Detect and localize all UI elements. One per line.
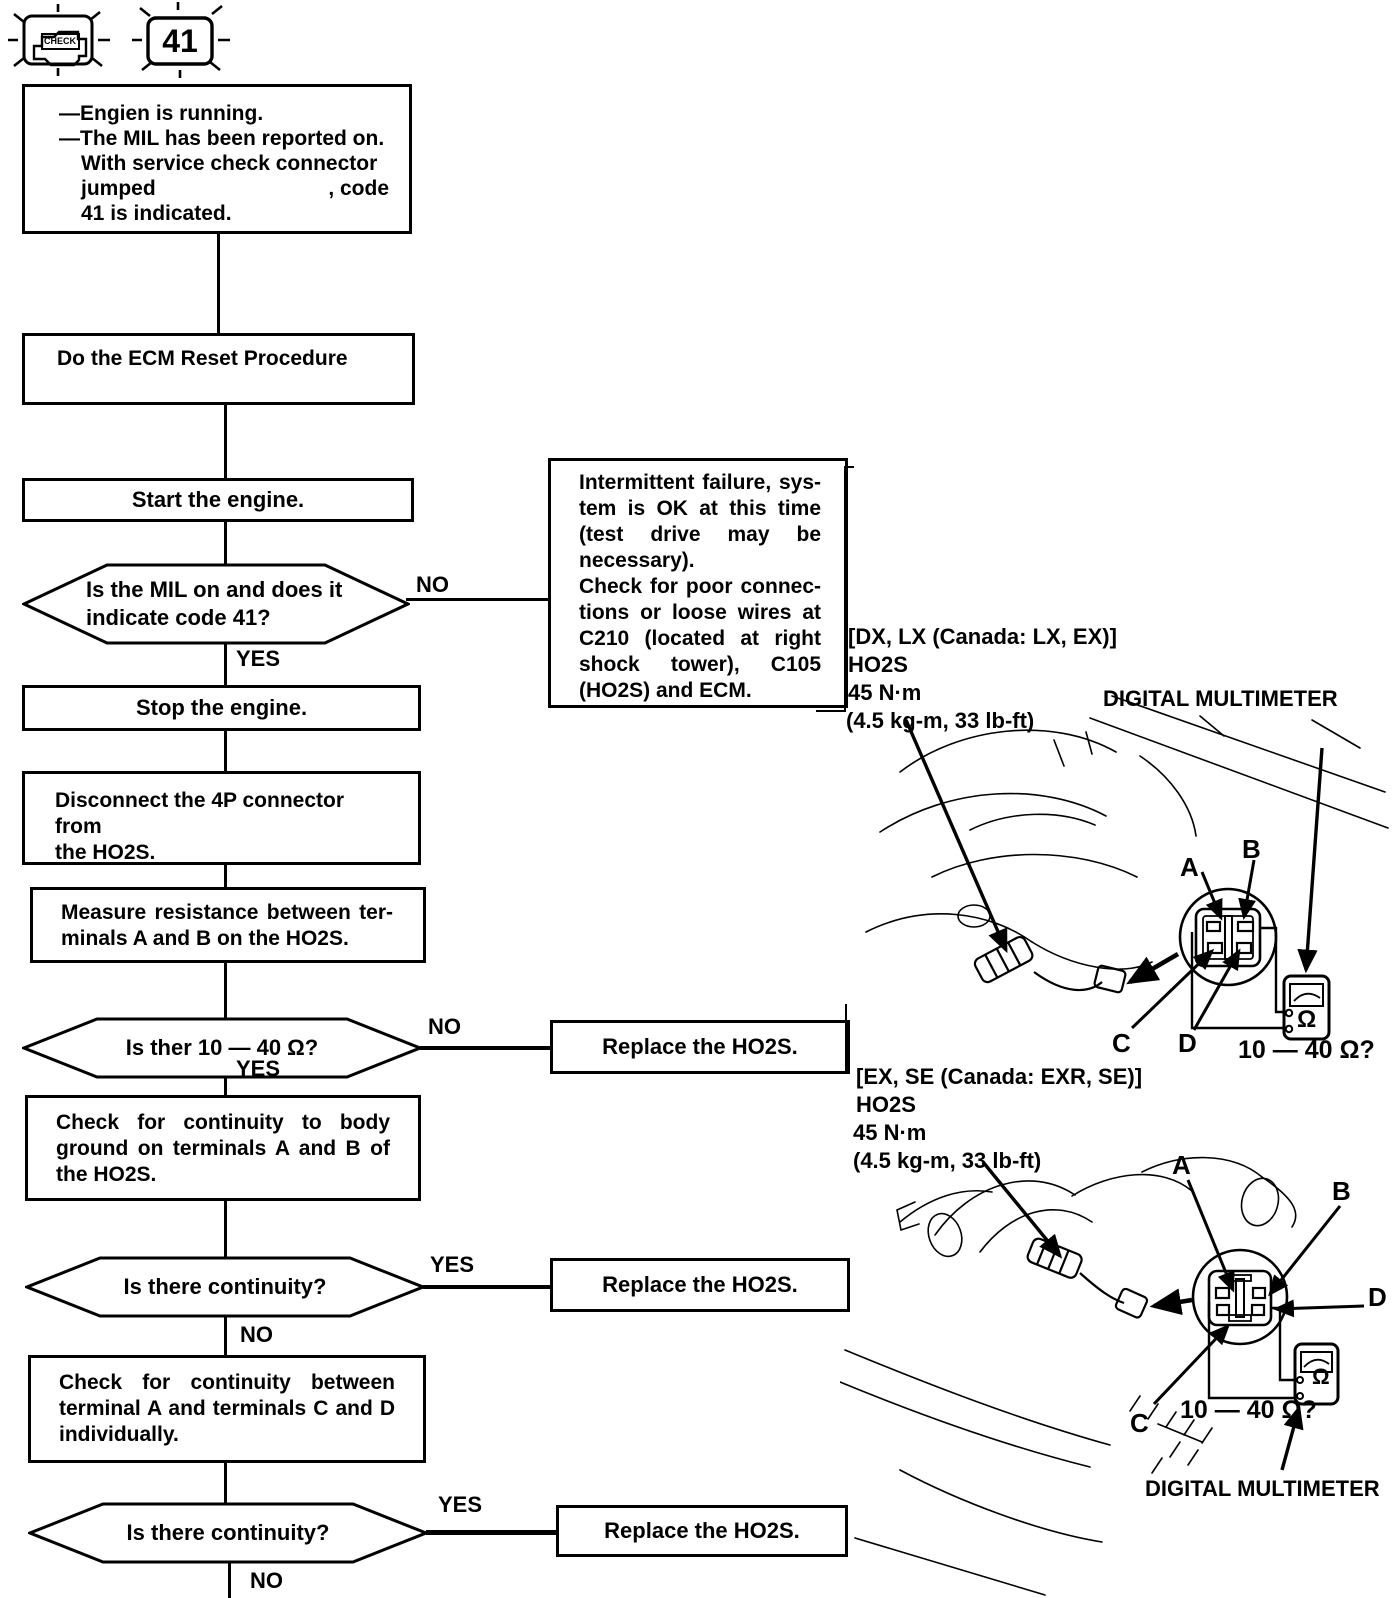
step-start-engine-label: Start the engine. bbox=[131, 487, 305, 512]
flow-line bbox=[224, 729, 227, 773]
mil-and-code-indicator-graphic bbox=[0, 0, 260, 85]
decision-mil-code41 bbox=[22, 563, 410, 645]
flow-line bbox=[217, 232, 220, 335]
step-ground-line-1: Check for continuity to body bbox=[56, 1111, 390, 1134]
flow-line bbox=[228, 1562, 231, 1598]
branch-label-yes-3: YES bbox=[430, 1252, 475, 1277]
bottom-terminal-c-label: C bbox=[1130, 1408, 1149, 1438]
step-check-body-ground bbox=[25, 1095, 421, 1201]
replace-ho2s-label-3: Replace the HO2S. bbox=[604, 1518, 800, 1543]
flow-line bbox=[224, 403, 227, 480]
connector-zoom-leader bbox=[1154, 1300, 1192, 1306]
top-torque-label: 45 N·m bbox=[848, 680, 922, 705]
step-ground-line-2: ground on terminals A and B of bbox=[56, 1137, 390, 1160]
branch-label-yes-2: YES bbox=[236, 1056, 281, 1081]
ho2s-sensor-sketch bbox=[973, 935, 1126, 993]
outcome-replace-ho2s-2 bbox=[550, 1258, 850, 1312]
bottom-component-label: HO2S bbox=[856, 1092, 916, 1117]
bottom-terminal-a-label: A bbox=[1172, 1150, 1191, 1180]
step-measure-line-2: minals A and B on the HO2S. bbox=[61, 927, 349, 950]
flow-line-yes-4 bbox=[426, 1530, 556, 1535]
top-component-label: HO2S bbox=[848, 652, 908, 677]
step-disconnect-line-2: the HO2S. bbox=[55, 841, 156, 864]
step-ecm-reset-label: Do the ECM Reset Procedure bbox=[57, 347, 348, 370]
decision-continuity-cd bbox=[28, 1502, 428, 1564]
flow-line bbox=[224, 863, 227, 889]
decision-resistance bbox=[22, 1017, 422, 1079]
step-cd-line-3: individually. bbox=[59, 1423, 179, 1446]
intermittent-line: C210 (located at right bbox=[579, 627, 821, 650]
branch-label-yes-1: YES bbox=[236, 646, 281, 671]
top-meter-omega-symbol: Ω bbox=[1297, 1006, 1317, 1033]
condition-line-3: With service check connector bbox=[81, 152, 378, 175]
top-terminal-b-label: B bbox=[1242, 834, 1261, 864]
decision-continuity-ground-label: Is there continuity? bbox=[123, 1274, 327, 1299]
bottom-multimeter-label: DIGITAL MULTIMETER bbox=[1145, 1476, 1380, 1501]
flow-line bbox=[224, 643, 227, 687]
step-stop-engine-label: Stop the engine. bbox=[135, 695, 308, 720]
mil-check-label: CHECK bbox=[43, 36, 76, 46]
top-terminal-d-label: D bbox=[1178, 1028, 1197, 1058]
bottom-resistance-reading: 10 — 40 Ω? bbox=[1180, 1396, 1317, 1424]
intermittent-line: Check for poor connec- bbox=[579, 575, 821, 598]
terminal-b-arrow bbox=[1270, 1206, 1340, 1294]
outcome-replace-ho2s-3 bbox=[556, 1505, 848, 1557]
flow-line bbox=[224, 1316, 227, 1357]
terminal-d-arrow bbox=[1276, 1306, 1364, 1309]
step-measure-resistance bbox=[30, 887, 426, 963]
bottom-meter-omega-symbol: Ω bbox=[1312, 1364, 1330, 1389]
condition-line-4-left: jumped bbox=[81, 177, 156, 200]
replace-ho2s-label-1: Replace the HO2S. bbox=[602, 1034, 798, 1059]
branch-label-yes-4: YES bbox=[438, 1492, 483, 1517]
intermittent-line: necessary). bbox=[579, 549, 695, 572]
flow-line bbox=[224, 520, 227, 565]
exhaust-sketch-lines bbox=[840, 1158, 1296, 1595]
ho2s-sensor-sketch bbox=[1026, 1237, 1148, 1319]
outcome-intermittent-box bbox=[548, 458, 848, 708]
branch-label-no-3: NO bbox=[240, 1322, 273, 1347]
decision-continuity-ground bbox=[25, 1256, 425, 1318]
condition-line-4 bbox=[81, 176, 389, 201]
flow-line bbox=[224, 1199, 227, 1258]
intermittent-line: tem is OK at this time bbox=[579, 497, 821, 520]
multimeter-pointer-arrow bbox=[1306, 748, 1322, 970]
connector-4p-sketch bbox=[1209, 1271, 1271, 1325]
top-multimeter-label: DIGITAL MULTIMETER bbox=[1103, 686, 1338, 711]
torque-pointer-arrow bbox=[983, 1162, 1060, 1256]
bottom-torque-label: 45 N·m bbox=[853, 1120, 927, 1145]
step-disconnect-4p bbox=[22, 771, 421, 865]
intermittent-line: (HO2S) and ECM. bbox=[579, 679, 752, 702]
top-variant-label: [DX, LX (Canada: LX, EX)] bbox=[848, 624, 1117, 649]
intermittent-line: (test drive may be bbox=[579, 523, 821, 546]
intermittent-line: shock tower), C105 bbox=[579, 653, 821, 676]
flow-line-yes-3 bbox=[423, 1285, 550, 1289]
bottom-terminal-d-label: D bbox=[1368, 1282, 1387, 1312]
condition-line-2: —The MIL has been reported on. bbox=[59, 127, 385, 150]
flow-line bbox=[224, 1077, 227, 1097]
terminal-c-arrow bbox=[1154, 1326, 1228, 1404]
condition-line-5: 41 is indicated. bbox=[81, 202, 232, 225]
bottom-engine-illustration bbox=[840, 1140, 1392, 1598]
flow-line-no-2 bbox=[420, 1046, 550, 1050]
decision-mil-line-1: Is the MIL on and does it bbox=[86, 577, 343, 602]
branch-label-no-1: NO bbox=[416, 572, 449, 597]
decision-resistance-label: Is ther 10 — 40 Ω? bbox=[125, 1035, 319, 1060]
top-resistance-reading: 10 — 40 Ω? bbox=[1238, 1036, 1375, 1064]
flow-line-no-1 bbox=[406, 598, 548, 601]
step-disconnect-line-1: Disconnect the 4P connector from bbox=[55, 789, 345, 838]
step-cd-line-2: terminal A and terminals C and D bbox=[59, 1397, 395, 1420]
condition-note-box bbox=[22, 84, 412, 234]
step-check-terminals-cd bbox=[28, 1355, 426, 1463]
decision-continuity-cd-label: Is there continuity? bbox=[126, 1520, 330, 1545]
top-torque-alt-label: (4.5 kg-m, 33 lb-ft) bbox=[846, 708, 1035, 733]
branch-label-no-2: NO bbox=[428, 1014, 461, 1039]
step-measure-line-1: Measure resistance between ter- bbox=[61, 901, 393, 924]
bottom-terminal-b-label: B bbox=[1332, 1176, 1351, 1206]
code-41-value: 41 bbox=[162, 23, 198, 59]
bottom-variant-label: [EX, SE (Canada: EXR, SE)] bbox=[856, 1064, 1143, 1089]
step-cd-line-1: Check for continuity between bbox=[59, 1371, 395, 1394]
step-ecm-reset bbox=[22, 333, 415, 405]
condition-line-1: —Engien is running. bbox=[59, 102, 264, 125]
top-terminal-a-label: A bbox=[1180, 852, 1199, 882]
decision-mil-line-2: indicate code 41? bbox=[86, 605, 271, 630]
outcome-replace-ho2s-1 bbox=[550, 1020, 850, 1074]
flow-line bbox=[224, 961, 227, 1019]
replace-ho2s-label-2: Replace the HO2S. bbox=[602, 1272, 798, 1297]
flow-line bbox=[224, 1461, 227, 1504]
bottom-torque-alt-label: (4.5 kg-m, 33 lb-ft) bbox=[853, 1148, 1042, 1173]
intermittent-line: Intermittent failure, sys- bbox=[579, 471, 821, 494]
step-stop-engine bbox=[22, 685, 421, 731]
step-start-engine bbox=[22, 478, 414, 522]
condition-line-4-right: , code bbox=[328, 177, 389, 200]
intermittent-line: tions or loose wires at bbox=[579, 601, 821, 624]
label-leader-bracket bbox=[844, 466, 854, 468]
branch-label-no-4: NO bbox=[250, 1568, 283, 1593]
top-terminal-c-label: C bbox=[1112, 1028, 1131, 1058]
connector-detail-circle bbox=[1193, 1250, 1287, 1344]
step-ground-line-3: the HO2S. bbox=[56, 1163, 157, 1186]
